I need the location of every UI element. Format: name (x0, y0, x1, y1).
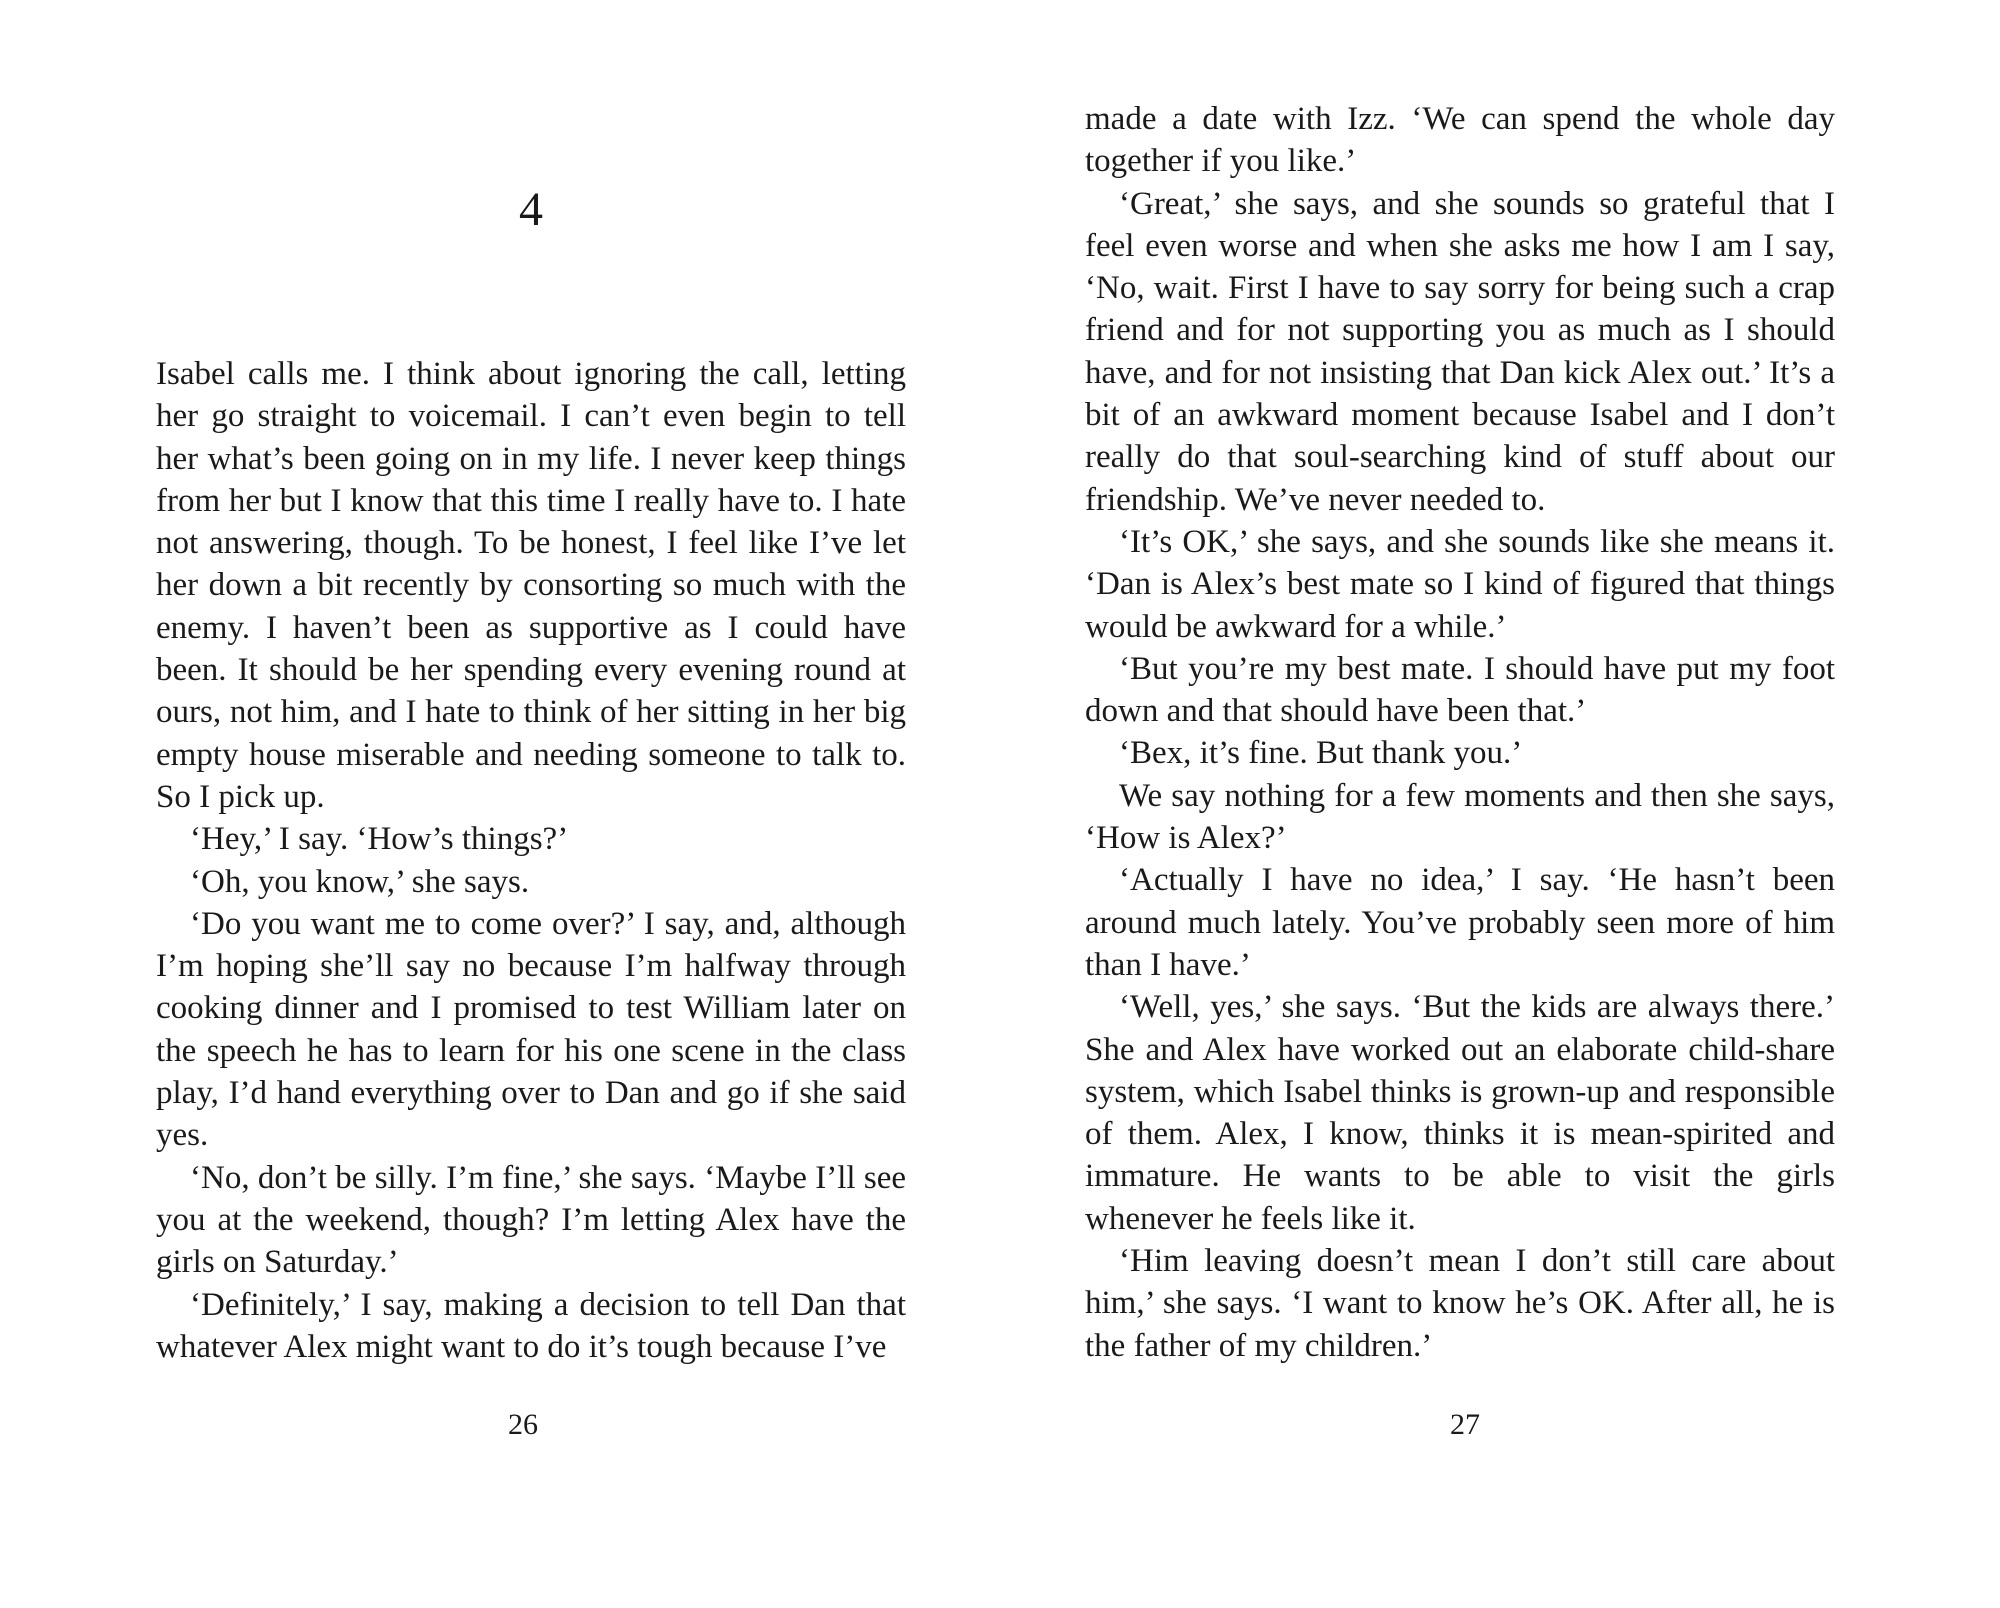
paragraph: ‘Well, yes,’ she says. ‘But the kids are always there.’ She and Alex have worked out an elaborate child-share system, which Isabel thinks is grown-up and responsible of them. Alex, I know, thinks it is mean-spirited and immature. He wants to be able to visit the girls whenever he feels like it. (1085, 989, 1835, 1237)
paragraph: ‘Oh, you know,’ she says. (190, 863, 530, 900)
paragraph: We say nothing for a few moments and then she says, ‘How is Alex?’ (1085, 777, 1835, 857)
paragraph: ‘Bex, it’s fine. But thank you.’ (1119, 735, 1523, 772)
paragraph: Isabel calls me. I think about ignoring the call, letting her go straight to voicemail. I can’t even begin to tell her what’s been going on in my life. I never keep things from her but I know that this time I really have to. I hate not answering, though. To be honest, I feel like I’ve let her down a bit recently by consorting so much with the enemy. I haven’t been as supportive as I could have been. It should be her spending every evening round at ours, not him, and I hate to think of her sitting in her big empty house miserable and needing someone to talk to. So I pick up. (156, 356, 906, 815)
paragraph: ‘Great,’ she says, and she sounds so grateful that I feel even worse and when she asks me how I am I say, ‘No, wait. First I have to say sorry for being such a crap friend and for not supporting you as much as I should have, and for not insisting that Dan kick Alex out.’ It’s a bit of an awkward moment because Isabel and I don’t really do that soul-searching kind of stuff about our friendship. We’ve never needed to. (1085, 185, 1835, 518)
paragraph: ‘Hey,’ I say. ‘How’s things?’ (190, 821, 569, 858)
paragraph: ‘Do you want me to come over?’ I say, and, although I’m hoping she’ll say no because I’m halfway through cooking dinner and I promised to test William later on the speech he has to learn for his one scene in the class play, I’d hand everything over to Dan and go if she said yes. (156, 905, 906, 1154)
paragraph: ‘It’s OK,’ she says, and she sounds like she means it. ‘Dan is Alex’s best mate so I kind of figured that things would be awkward for a while.’ (1085, 523, 1835, 645)
paragraph-continued: ‘Definitely,’ I say, making a decision to tell Dan that whatever Alex might want to do it’s tough because I’ve (156, 1286, 906, 1365)
paragraph: ‘But you’re my best mate. I should have put my foot down and that should have been that.’ (1085, 650, 1835, 730)
page-number: 26 (508, 1408, 538, 1441)
page-number: 27 (1450, 1408, 1480, 1441)
right-page-body (1085, 98, 1835, 1367)
paragraph: ‘No, don’t be silly. I’m fine,’ she says. ‘Maybe I’ll see you at the weekend, though? I’m letting Alex have the girls on Saturday.’ (156, 1159, 906, 1281)
paragraph-continuation: made a date with Izz. ‘We can spend the whole day together if you like.’ (1085, 101, 1835, 180)
paragraph: ‘Him leaving doesn’t mean I don’t still care about him,’ she says. ‘I want to know he’s OK. After all, he is the father of my children.’ (1085, 1243, 1835, 1364)
right-page (1000, 0, 2000, 1608)
left-page-body (156, 353, 906, 1368)
paragraph: ‘Actually I have no idea,’ I say. ‘He hasn’t been around much lately. You’ve probably seen more of him than I have.’ (1085, 862, 1835, 983)
chapter-number: 4 (519, 183, 543, 236)
